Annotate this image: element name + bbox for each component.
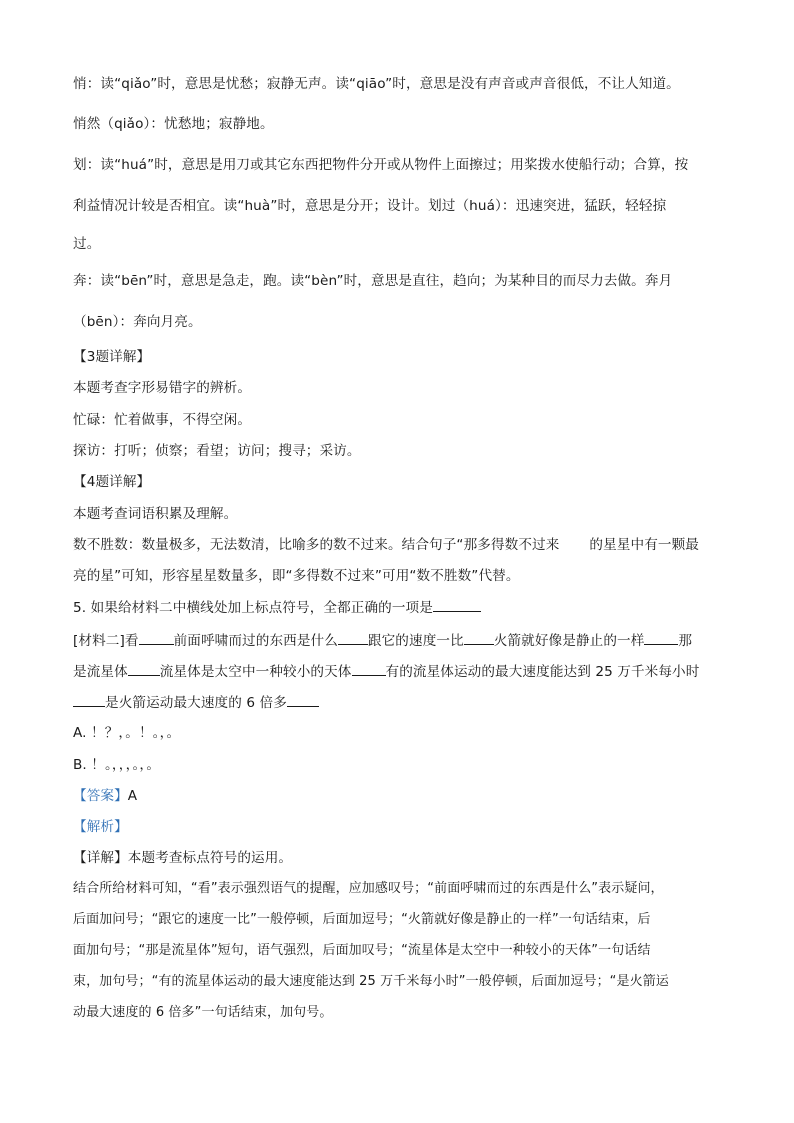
material-blank-8[interactable] — [287, 692, 319, 707]
material-label: [材料二]看 — [73, 633, 139, 649]
material-blank-1[interactable] — [139, 630, 174, 645]
answer-line — [73, 786, 137, 806]
qiaoran-definition: 悄然（qiǎo）：忧愁地；寂静地。 — [73, 116, 274, 132]
material-seg-3: 火箭就好像是静止的一样 — [493, 633, 645, 649]
q4-explanation-part1: 数不胜数：数量极多，无法数清，比喻多的数不过来。结合句子“那多得数不过来 — [73, 537, 560, 553]
material-seg-7: 有的流星体运动的最大速度能达到 25 万千米每小时 — [385, 664, 700, 680]
option-b: B. ！。，，，。，。 — [73, 757, 161, 773]
q4-intro: 本题考查词语积累及理解。 — [73, 506, 238, 522]
material-seg-4: 那 — [678, 633, 693, 649]
material-line2 — [73, 661, 699, 682]
explanation-line5: 动最大速度的 6 倍多”一句话结束，加句号。 — [73, 1005, 333, 1020]
explanation-line2: 后面加问号；“跟它的速度一比”一般停顿，后面加逗号；“火箭就好像是静止的一样”一句话结束，后 — [73, 912, 651, 927]
material-line3 — [73, 692, 319, 713]
detail-label: 【详解】 — [73, 850, 128, 866]
q3-item-2: 探访：打听；侦察；看望；访问；搜寻；采访。 — [73, 443, 361, 459]
q5-question — [73, 597, 481, 618]
detail-line — [73, 848, 292, 868]
material-blank-3[interactable] — [464, 630, 494, 645]
hua-definition-line3: 过。 — [73, 236, 101, 252]
q4-explanation-part2: 的星星中有一颗最 — [589, 537, 699, 553]
option-a: A. ！？，。！。，。 — [73, 725, 181, 741]
answer-value: A — [127, 788, 138, 804]
material-seg-2: 跟它的速度一比 — [367, 633, 464, 649]
answer-label: 【答案】 — [73, 788, 128, 804]
q3-intro: 本题考查字形易错字的辨析。 — [73, 380, 252, 396]
q4-explanation-line1 — [73, 535, 699, 555]
q5-answer-blank[interactable] — [433, 597, 481, 612]
material-seg-1: 前面呼啸而过的东西是什么 — [173, 633, 338, 649]
q5-question-text: 5. 如果给材料二中横线处加上标点符号，全都正确的一项是 — [73, 600, 433, 616]
analysis-label: 【解析】 — [73, 819, 128, 835]
material-seg-8: 是火箭运动最大速度的 6 倍多 — [105, 695, 287, 711]
explanation-line1: 结合所给材料可知，“看”表示强烈语气的提醒，应加感叹号；“前面呼啸而过的东西是什么”表示疑问， — [73, 881, 664, 896]
hua-definition-line1: 划：读“huá”时，意思是用刀或其它东西把物件分开或从物件上面擦过；用桨拨水使船行动；合算，按 — [73, 157, 689, 173]
material-seg-6: 流星体是太空中一种较小的天体 — [159, 664, 352, 680]
material-blank-7[interactable] — [73, 692, 105, 707]
q4-heading: 【4题详解】 — [73, 474, 151, 490]
q4-explanation-line2: 亮的星”可知，形容星星数量多，即“多得数不过来”可用“数不胜数”代替。 — [73, 568, 520, 584]
material-blank-5[interactable] — [128, 661, 160, 676]
qiao-definition: 悄：读“qiǎo”时，意思是忧愁；寂静无声。读“qiāo”时，意思是没有声音或声音很低，不让人知道。 — [73, 76, 680, 92]
ben-definition-line2: （bēn）：奔向月亮。 — [73, 314, 202, 330]
material-blank-4[interactable] — [644, 630, 678, 645]
q3-heading: 【3题详解】 — [73, 349, 151, 365]
q3-item-1: 忙碌：忙着做事，不得空闲。 — [73, 412, 252, 428]
detail-intro: 本题考查标点符号的运用。 — [127, 850, 293, 866]
material-seg-5: 是流星体 — [73, 664, 128, 680]
ben-definition-line1: 奔：读“bēn”时，意思是急走，跑。读“bèn”时，意思是直往，趋向；为某种目的而尽力去做。奔月 — [73, 273, 673, 289]
material-blank-2[interactable] — [338, 630, 368, 645]
hua-definition-line2: 利益情况计较是否相宜。读“huà”时，意思是分开；设计。划过（huá）：迅速突进，猛跃，轻轻掠 — [73, 198, 667, 214]
material-line1 — [73, 630, 692, 651]
material-blank-6[interactable] — [352, 661, 386, 676]
explanation-line3: 面加句号；“那是流星体”短句，语气强烈，后面加叹号；“流星体是太空中一种较小的天体”一句话结 — [73, 943, 651, 958]
explanation-line4: 束，加句号；“有的流星体运动的最大速度能达到 25 万千米每小时”一般停顿，后面加逗号；“是火箭运 — [73, 974, 669, 989]
